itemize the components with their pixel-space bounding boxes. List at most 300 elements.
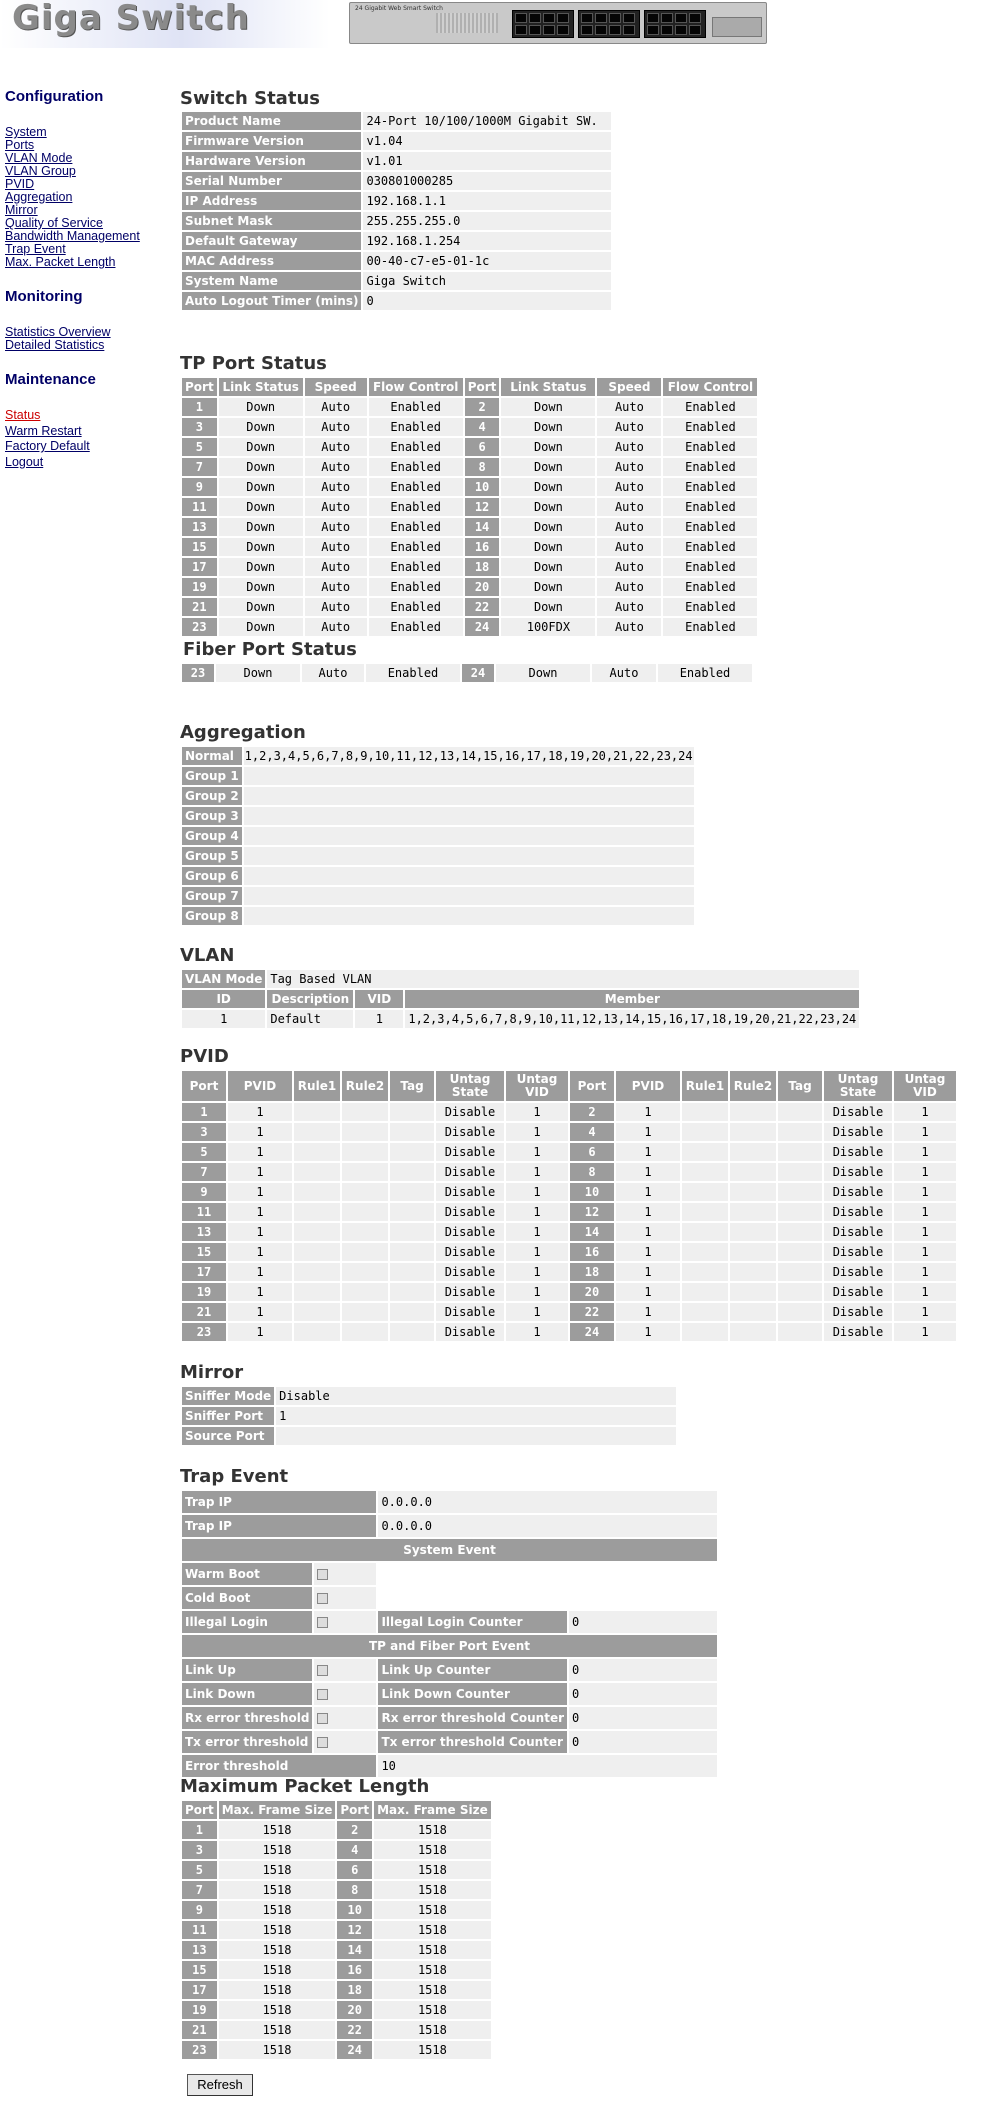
table-row xyxy=(182,1921,491,1939)
cell: 1 xyxy=(228,1143,292,1161)
column-header: Port xyxy=(570,1071,614,1101)
cell xyxy=(342,1203,388,1221)
cell xyxy=(342,1283,388,1301)
table-row xyxy=(182,1183,956,1201)
cell: Enabled xyxy=(369,598,463,616)
port-number: 18 xyxy=(570,1263,614,1281)
column-header: Tag xyxy=(390,1071,434,1101)
port-number: 17 xyxy=(182,558,217,576)
column-header: Description xyxy=(267,990,353,1008)
port-number: 8 xyxy=(465,458,500,476)
table-header-row xyxy=(182,378,757,396)
vlan-table xyxy=(180,968,861,1030)
table-row xyxy=(182,1323,956,1341)
cell: 1 xyxy=(228,1163,292,1181)
refresh-button[interactable]: Refresh xyxy=(187,2074,253,2096)
cell: Down xyxy=(501,438,595,456)
port-number: 7 xyxy=(182,458,217,476)
column-header: PVID xyxy=(228,1071,292,1101)
group-label: Group 5 xyxy=(182,847,242,865)
column-header: Link Status xyxy=(219,378,303,396)
cell: 1 xyxy=(228,1223,292,1241)
cell xyxy=(778,1123,822,1141)
port-number: 12 xyxy=(337,1921,372,1939)
cell: 1518 xyxy=(374,2021,491,2039)
table-row xyxy=(182,1223,956,1241)
cell: 1 xyxy=(616,1243,680,1261)
cell: 1 xyxy=(894,1243,956,1261)
port-event-counter-value: 0 xyxy=(569,1731,717,1753)
warm-boot-checkbox[interactable] xyxy=(317,1569,328,1580)
cell: Down xyxy=(501,558,595,576)
field-value: 030801000285 xyxy=(363,172,611,190)
field-value: 192.168.1.1 xyxy=(363,192,611,210)
cell: Enabled xyxy=(663,598,757,616)
cold-boot-checkbox[interactable] xyxy=(317,1593,328,1604)
cell xyxy=(778,1303,822,1321)
cell: Disable xyxy=(824,1223,892,1241)
cell xyxy=(390,1203,434,1221)
table-row xyxy=(182,1010,859,1028)
group-members xyxy=(244,767,694,785)
column-header: Link Status xyxy=(501,378,595,396)
table-row xyxy=(182,1243,956,1261)
cell xyxy=(778,1163,822,1181)
cell xyxy=(294,1303,340,1321)
cell: Auto xyxy=(305,518,367,536)
group-members xyxy=(244,887,694,905)
table-row xyxy=(182,1123,956,1141)
port-number: 4 xyxy=(570,1123,614,1141)
port-number: 24 xyxy=(465,618,500,636)
cell: 1 xyxy=(616,1223,680,1241)
cell: 1518 xyxy=(219,1941,336,1959)
cell xyxy=(294,1183,340,1201)
port-number: 24 xyxy=(462,664,494,682)
field-label: Default Gateway xyxy=(182,232,361,250)
port-number: 21 xyxy=(182,2021,217,2039)
cell: Disable xyxy=(436,1183,504,1201)
cell: Enabled xyxy=(663,458,757,476)
column-header: Port xyxy=(182,1071,226,1101)
cell: 1518 xyxy=(374,1981,491,1999)
illegal-login-cell xyxy=(314,1611,376,1633)
cell xyxy=(390,1243,434,1261)
cell xyxy=(342,1183,388,1201)
cell: Down xyxy=(216,664,300,682)
cell xyxy=(778,1183,822,1201)
cell: Disable xyxy=(824,1283,892,1301)
cell: 1,2,3,4,5,6,7,8,9,10,11,12,13,14,15,16,17,18,19,20,21,22,23,24 xyxy=(405,1010,859,1028)
nav-link-system[interactable]: System xyxy=(5,125,47,139)
cell: 1518 xyxy=(219,1921,336,1939)
cell: Auto xyxy=(302,664,364,682)
table-row xyxy=(182,747,694,765)
vlan-mode-row xyxy=(182,970,859,988)
cell: 1518 xyxy=(374,1881,491,1899)
cell xyxy=(778,1243,822,1261)
cell: Auto xyxy=(597,458,661,476)
nav-link-vlan-group[interactable]: VLAN Group xyxy=(5,164,76,178)
cell: Auto xyxy=(305,478,367,496)
cold-boot-label: Cold Boot xyxy=(182,1587,312,1609)
cell: Enabled xyxy=(369,618,463,636)
cell: 1518 xyxy=(219,1901,336,1919)
switch-status-table xyxy=(180,110,613,312)
port-number: 11 xyxy=(182,498,217,516)
column-header: Rule1 xyxy=(682,1071,728,1101)
table-row xyxy=(182,1981,491,1999)
illegal-login-label: Illegal Login xyxy=(182,1611,312,1633)
max-packet-length-table xyxy=(180,1799,493,2061)
trap-ip-value: 0.0.0.0 xyxy=(378,1491,717,1513)
cell: 1 xyxy=(506,1263,568,1281)
port-event-counter-value: 0 xyxy=(569,1707,717,1729)
cell xyxy=(390,1223,434,1241)
cell: Down xyxy=(219,598,303,616)
cell: Disable xyxy=(824,1123,892,1141)
illegal-login-checkbox[interactable] xyxy=(317,1617,328,1628)
cell xyxy=(294,1323,340,1341)
cell: 1518 xyxy=(219,2001,336,2019)
table-row xyxy=(182,1841,491,1859)
cold-boot-cell xyxy=(314,1587,376,1609)
cell: Down xyxy=(219,538,303,556)
cell: Enabled xyxy=(369,498,463,516)
cell xyxy=(778,1203,822,1221)
cell: Down xyxy=(219,618,303,636)
group-members xyxy=(244,907,694,925)
field-label: Firmware Version xyxy=(182,132,361,150)
table-row xyxy=(182,1143,956,1161)
cell: 1 xyxy=(894,1183,956,1201)
cell: Enabled xyxy=(369,558,463,576)
table-row xyxy=(182,1961,491,1979)
table-header-row xyxy=(182,1801,491,1819)
cell xyxy=(342,1323,388,1341)
cell xyxy=(294,1243,340,1261)
field-value: 1 xyxy=(276,1407,676,1425)
port-event-label: Link Down xyxy=(182,1683,312,1705)
nav-link-ports[interactable]: Ports xyxy=(5,138,35,152)
cell xyxy=(778,1143,822,1161)
nav-link-warm-restart[interactable]: Warm Restart xyxy=(5,423,82,438)
port-event-counter-label: Link Down Counter xyxy=(378,1683,567,1705)
nav-link-bandwidth-management[interactable]: Bandwidth Management xyxy=(5,229,140,243)
cell: 1518 xyxy=(219,1841,336,1859)
cell: 1 xyxy=(506,1243,568,1261)
cell: Down xyxy=(501,418,595,436)
port-event-counter-label: Tx error threshold Counter xyxy=(378,1731,567,1753)
cell: 1 xyxy=(894,1283,956,1301)
table-row xyxy=(182,558,757,576)
table-row xyxy=(182,1587,717,1609)
cell: Auto xyxy=(597,418,661,436)
cell: 1518 xyxy=(219,1861,336,1879)
nav-link-mirror[interactable]: Mirror xyxy=(5,203,38,217)
cell xyxy=(342,1103,388,1121)
port-event-1-checkbox[interactable] xyxy=(317,1689,328,1700)
field-label: Sniffer Mode xyxy=(182,1387,274,1405)
cell: 1518 xyxy=(219,1821,336,1839)
cell xyxy=(730,1143,776,1161)
cell xyxy=(342,1263,388,1281)
field-value xyxy=(276,1427,676,1445)
group-members xyxy=(244,827,694,845)
nav-link-pvid[interactable]: PVID xyxy=(5,177,35,191)
cell xyxy=(682,1323,728,1341)
cell: Disable xyxy=(824,1103,892,1121)
table-row xyxy=(182,1707,717,1729)
cell: 1518 xyxy=(374,1901,491,1919)
fiber-port-status-table xyxy=(180,662,754,684)
table-row xyxy=(182,1755,717,1777)
port-number: 7 xyxy=(182,1163,226,1181)
port-number: 6 xyxy=(570,1143,614,1161)
table-row xyxy=(182,398,757,416)
field-value: 192.168.1.254 xyxy=(363,232,611,250)
port-event-counter-label: Link Up Counter xyxy=(378,1659,567,1681)
nav-link-max-packet-length[interactable]: Max. Packet Length xyxy=(5,255,116,269)
cell: 1 xyxy=(506,1103,568,1121)
nav-link-vlan-mode[interactable]: VLAN Mode xyxy=(5,151,73,165)
cell: Default xyxy=(267,1010,353,1028)
cell: Disable xyxy=(824,1263,892,1281)
cell: Auto xyxy=(305,498,367,516)
cell: 1 xyxy=(616,1163,680,1181)
error-threshold-label: Error threshold xyxy=(182,1755,376,1777)
cell: 1518 xyxy=(374,1941,491,1959)
cell: Auto xyxy=(597,498,661,516)
cell xyxy=(682,1243,728,1261)
table-row xyxy=(182,907,694,925)
table-row xyxy=(182,1103,956,1121)
cell xyxy=(390,1163,434,1181)
cell xyxy=(682,1223,728,1241)
cell xyxy=(390,1263,434,1281)
port-event-label: Rx error threshold xyxy=(182,1707,312,1729)
cell: 1 xyxy=(506,1283,568,1301)
pvid-table xyxy=(180,1069,958,1343)
column-header: Untag VID xyxy=(506,1071,568,1101)
cell xyxy=(682,1103,728,1121)
nav-heading-maintenance: Maintenance xyxy=(5,371,96,388)
cell: 1518 xyxy=(219,1981,336,1999)
column-header: Speed xyxy=(597,378,661,396)
table-row xyxy=(182,664,752,682)
nav-link-aggregation[interactable]: Aggregation xyxy=(5,190,73,204)
cell: 1 xyxy=(894,1323,956,1341)
table-row xyxy=(182,2001,491,2019)
group-label: Group 7 xyxy=(182,887,242,905)
table-row xyxy=(182,1163,956,1181)
port-event-3-checkbox[interactable] xyxy=(317,1737,328,1748)
table-row xyxy=(182,438,757,456)
cell xyxy=(730,1163,776,1181)
nav-link-trap-event[interactable]: Trap Event xyxy=(5,242,66,256)
port-number: 10 xyxy=(465,478,500,496)
illegal-login-counter-label: Illegal Login Counter xyxy=(378,1611,567,1633)
cell: 1518 xyxy=(219,2021,336,2039)
cell xyxy=(730,1283,776,1301)
mirror-title: Mirror xyxy=(180,1362,244,1383)
port-event-0-cell xyxy=(314,1659,376,1681)
group-label: Group 1 xyxy=(182,767,242,785)
table-row xyxy=(182,498,757,516)
column-header: PVID xyxy=(616,1071,680,1101)
group-members xyxy=(244,847,694,865)
group-members: 1,2,3,4,5,6,7,8,9,10,11,12,13,14,15,16,17,18,19,20,21,22,23,24 xyxy=(244,749,693,763)
cell: Auto xyxy=(305,578,367,596)
cell: Enabled xyxy=(663,438,757,456)
cell xyxy=(390,1183,434,1201)
table-row xyxy=(182,1407,676,1425)
port-event-counter-value: 0 xyxy=(569,1683,717,1705)
cell: 1 xyxy=(616,1123,680,1141)
field-label: MAC Address xyxy=(182,252,361,270)
cell: 1 xyxy=(506,1323,568,1341)
cell: Disable xyxy=(436,1103,504,1121)
nav-link-quality-of-service[interactable]: Quality of Service xyxy=(5,216,103,230)
cell: 1 xyxy=(506,1203,568,1221)
cell: 1518 xyxy=(374,1821,491,1839)
port-number: 22 xyxy=(570,1303,614,1321)
cell: Enabled xyxy=(369,398,463,416)
field-label: IP Address xyxy=(182,192,361,210)
table-row xyxy=(182,2021,491,2039)
cell xyxy=(342,1123,388,1141)
cell xyxy=(778,1323,822,1341)
cell xyxy=(730,1243,776,1261)
cell: Auto xyxy=(305,438,367,456)
port-event-2-checkbox[interactable] xyxy=(317,1713,328,1724)
cell: Auto xyxy=(592,664,656,682)
port-number: 5 xyxy=(182,438,217,456)
cell xyxy=(682,1163,728,1181)
cell: Auto xyxy=(305,418,367,436)
cell: 1 xyxy=(228,1323,292,1341)
nav-link-status[interactable]: Status xyxy=(5,408,41,422)
cell: Disable xyxy=(824,1303,892,1321)
port-number: 12 xyxy=(465,498,500,516)
cell xyxy=(390,1103,434,1121)
port-number: 8 xyxy=(337,1881,372,1899)
port-number: 4 xyxy=(465,418,500,436)
cell: 1 xyxy=(894,1223,956,1241)
cell: Auto xyxy=(305,558,367,576)
cell xyxy=(294,1223,340,1241)
cell: Enabled xyxy=(366,664,460,682)
column-header: Rule1 xyxy=(294,1071,340,1101)
table-row xyxy=(182,458,757,476)
table-row xyxy=(182,232,611,250)
port-number: 23 xyxy=(182,618,217,636)
port-event-label: Tx error threshold xyxy=(182,1731,312,1753)
cell: 1 xyxy=(228,1303,292,1321)
cell: 1 xyxy=(228,1203,292,1221)
port-number: 23 xyxy=(182,664,214,682)
table-row xyxy=(182,1861,491,1879)
cell: 1 xyxy=(894,1123,956,1141)
table-row xyxy=(182,867,694,885)
field-label: Serial Number xyxy=(182,172,361,190)
table-row xyxy=(182,152,611,170)
table-row xyxy=(182,1683,717,1705)
cell: Enabled xyxy=(369,438,463,456)
cell: Down xyxy=(501,518,595,536)
nav-heading-configuration: Configuration xyxy=(5,88,104,105)
cell: Down xyxy=(501,598,595,616)
field-value: 00-40-c7-e5-01-1c xyxy=(363,252,611,270)
warm-boot-label: Warm Boot xyxy=(182,1563,312,1585)
nav-link-logout[interactable]: Logout xyxy=(5,454,44,469)
cell: Disable xyxy=(436,1323,504,1341)
field-label: Hardware Version xyxy=(182,152,361,170)
table-row xyxy=(182,1427,676,1445)
port-number: 15 xyxy=(182,1243,226,1261)
cell xyxy=(294,1103,340,1121)
tp-fiber-event-header: TP and Fiber Port Event xyxy=(182,1635,717,1657)
cell: 1 xyxy=(228,1263,292,1281)
switch-front-panel-image xyxy=(349,2,767,44)
field-value: Disable xyxy=(276,1387,676,1405)
cell: Auto xyxy=(597,538,661,556)
cell xyxy=(778,1103,822,1121)
cell xyxy=(390,1283,434,1301)
port-number: 13 xyxy=(182,1941,217,1959)
cell: Down xyxy=(501,538,595,556)
port-number: 18 xyxy=(465,558,500,576)
nav-link-statistics-overview[interactable]: Statistics Overview xyxy=(5,325,111,339)
cell: Enabled xyxy=(663,498,757,516)
port-number: 20 xyxy=(570,1283,614,1301)
cell xyxy=(682,1203,728,1221)
cell xyxy=(342,1223,388,1241)
cell: 1 xyxy=(616,1263,680,1281)
cell: Enabled xyxy=(369,478,463,496)
port-event-0-checkbox[interactable] xyxy=(317,1665,328,1676)
table-row xyxy=(182,1283,956,1301)
cell: Disable xyxy=(436,1203,504,1221)
port-number: 19 xyxy=(182,578,217,596)
cell: 1 xyxy=(616,1303,680,1321)
cell: Disable xyxy=(436,1143,504,1161)
table-row xyxy=(182,2041,491,2059)
cell xyxy=(778,1263,822,1281)
cell: Down xyxy=(501,478,595,496)
nav-link-detailed-statistics[interactable]: Detailed Statistics xyxy=(5,338,105,352)
column-header: Port xyxy=(337,1801,372,1819)
group-label: Group 8 xyxy=(182,907,242,925)
nav-link-factory-default[interactable]: Factory Default xyxy=(5,439,90,453)
cell xyxy=(342,1143,388,1161)
table-row xyxy=(182,172,611,190)
column-header: Member xyxy=(405,990,859,1008)
field-label: Subnet Mask xyxy=(182,212,361,230)
cell: 1 xyxy=(616,1283,680,1301)
port-number: 17 xyxy=(182,1981,217,1999)
cell: Auto xyxy=(305,618,367,636)
table-row xyxy=(182,1303,956,1321)
group-label: Group 6 xyxy=(182,867,242,885)
cell: 100FDX xyxy=(501,618,595,636)
cell: Disable xyxy=(436,1223,504,1241)
cell: 1 xyxy=(506,1183,568,1201)
cell: Down xyxy=(501,578,595,596)
table-row xyxy=(182,1635,717,1657)
port-number: 11 xyxy=(182,1203,226,1221)
port-number: 21 xyxy=(182,1303,226,1321)
